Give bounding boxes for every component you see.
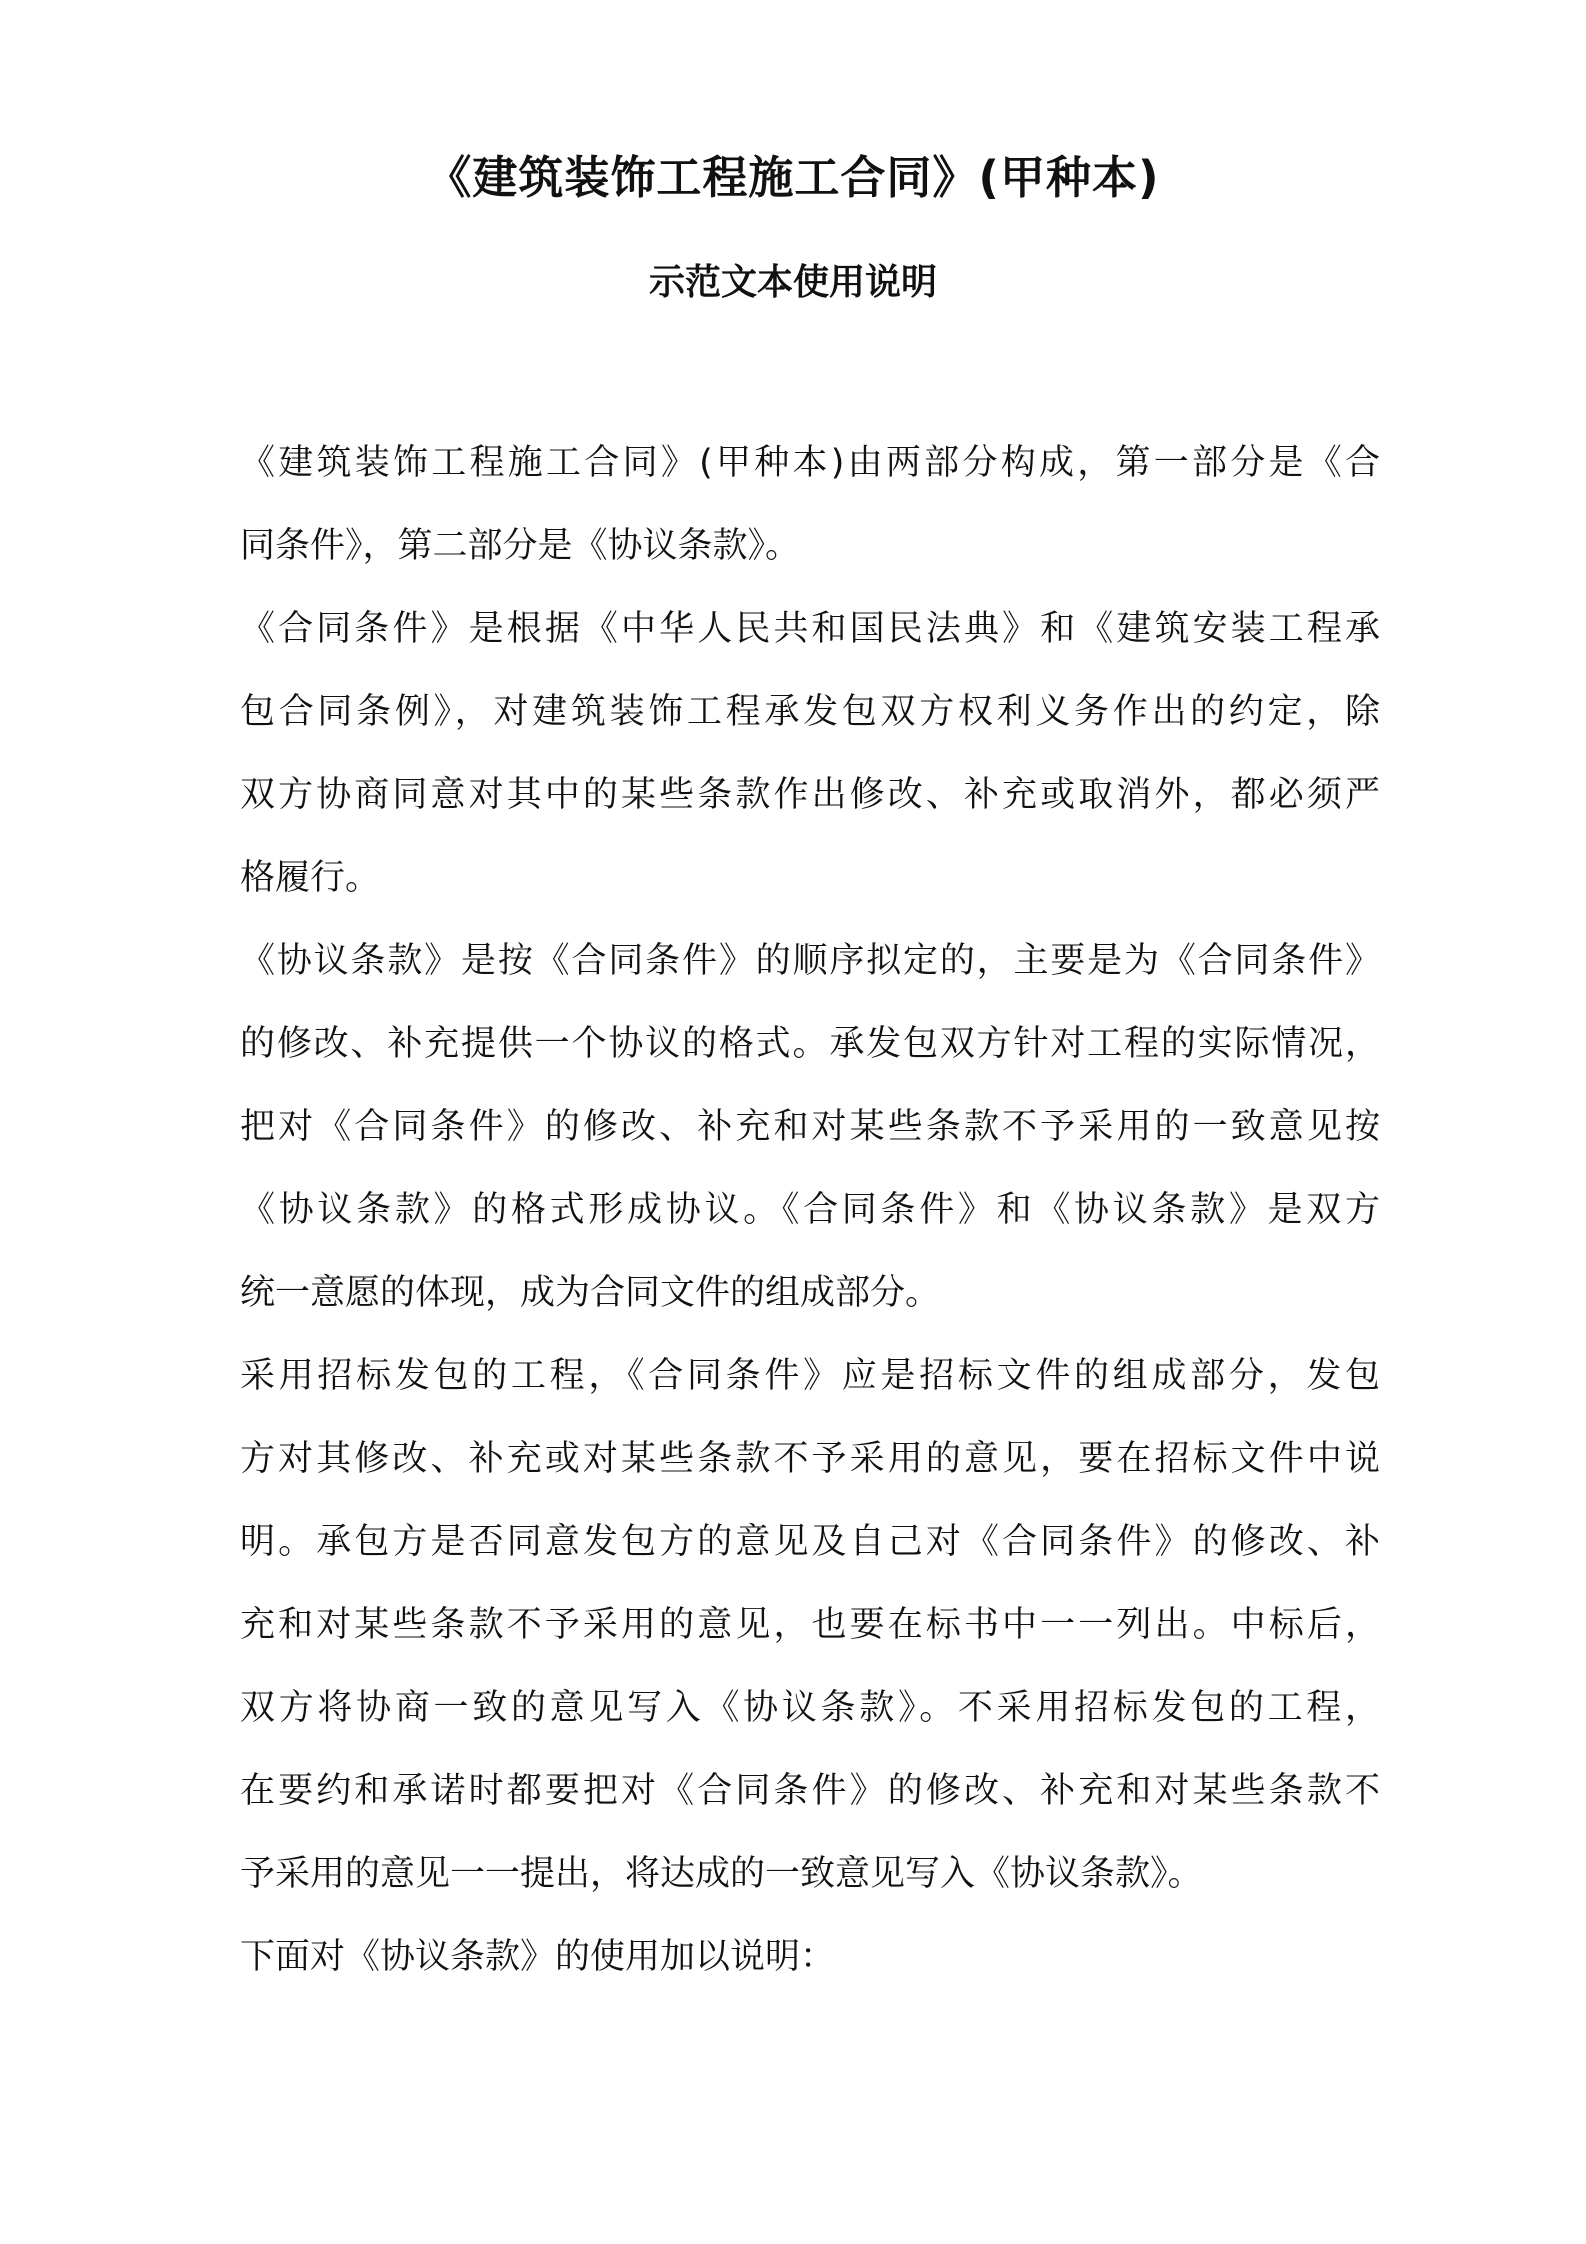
text-line: 方对其修改、补充或对某些条款不予采用的意见，要在招标文件中说 — [240, 1439, 1380, 1479]
text-line: 《合同条件》是根据《中华人民共和国民法典》和《建筑安装工程承 — [240, 609, 1380, 649]
text-line: 的修改、补充提供一个协议的格式。承发包双方针对工程的实际情况， — [240, 1024, 1380, 1064]
text-line: 采用招标发包的工程，《合同条件》应是招标文件的组成部分，发包 — [240, 1356, 1380, 1396]
text-line: 下面对《协议条款》的使用加以说明： — [240, 1937, 836, 1977]
text-line: 充和对某些条款不予采用的意见，也要在标书中一一列出。中标后， — [240, 1605, 1380, 1645]
text-line: 在要约和承诺时都要把对《合同条件》的修改、补充和对某些条款不 — [240, 1771, 1380, 1811]
text-line: 包合同条例》，对建筑装饰工程承发包双方权利义务作出的约定，除 — [240, 692, 1380, 732]
text-line: 双方将协商一致的意见写入《协议条款》。不采用招标发包的工程， — [240, 1688, 1380, 1728]
text-line: 《协议条款》是按《合同条件》的顺序拟定的，主要是为《合同条件》 — [240, 941, 1380, 981]
text-line: 格履行。 — [240, 858, 381, 898]
text-line: 同条件》，第二部分是《协议条款》。 — [240, 526, 801, 566]
document-subtitle: 示范文本使用说明 — [648, 262, 937, 303]
text-line: 《协议条款》的格式形成协议。《合同条件》和《协议条款》是双方 — [240, 1190, 1380, 1230]
body-text — [240, 422, 1380, 1999]
document-title: 《建筑装饰工程施工合同》(甲种本) — [426, 151, 1160, 204]
text-line: 把对《合同条件》的修改、补充和对某些条款不予采用的一致意见按 — [240, 1107, 1380, 1147]
text-line: 统一意愿的体现，成为合同文件的组成部分。 — [240, 1273, 941, 1313]
text-line: 双方协商同意对其中的某些条款作出修改、补充或取消外，都必须严 — [240, 775, 1380, 815]
text-line: 明。承包方是否同意发包方的意见及自己对《合同条件》的修改、补 — [240, 1522, 1380, 1562]
text-line: 予采用的意见一一提出，将达成的一致意见写入《协议条款》。 — [240, 1854, 1203, 1894]
text-line: 《建筑装饰工程施工合同》(甲种本)由两部分构成，第一部分是《合 — [240, 443, 1380, 483]
